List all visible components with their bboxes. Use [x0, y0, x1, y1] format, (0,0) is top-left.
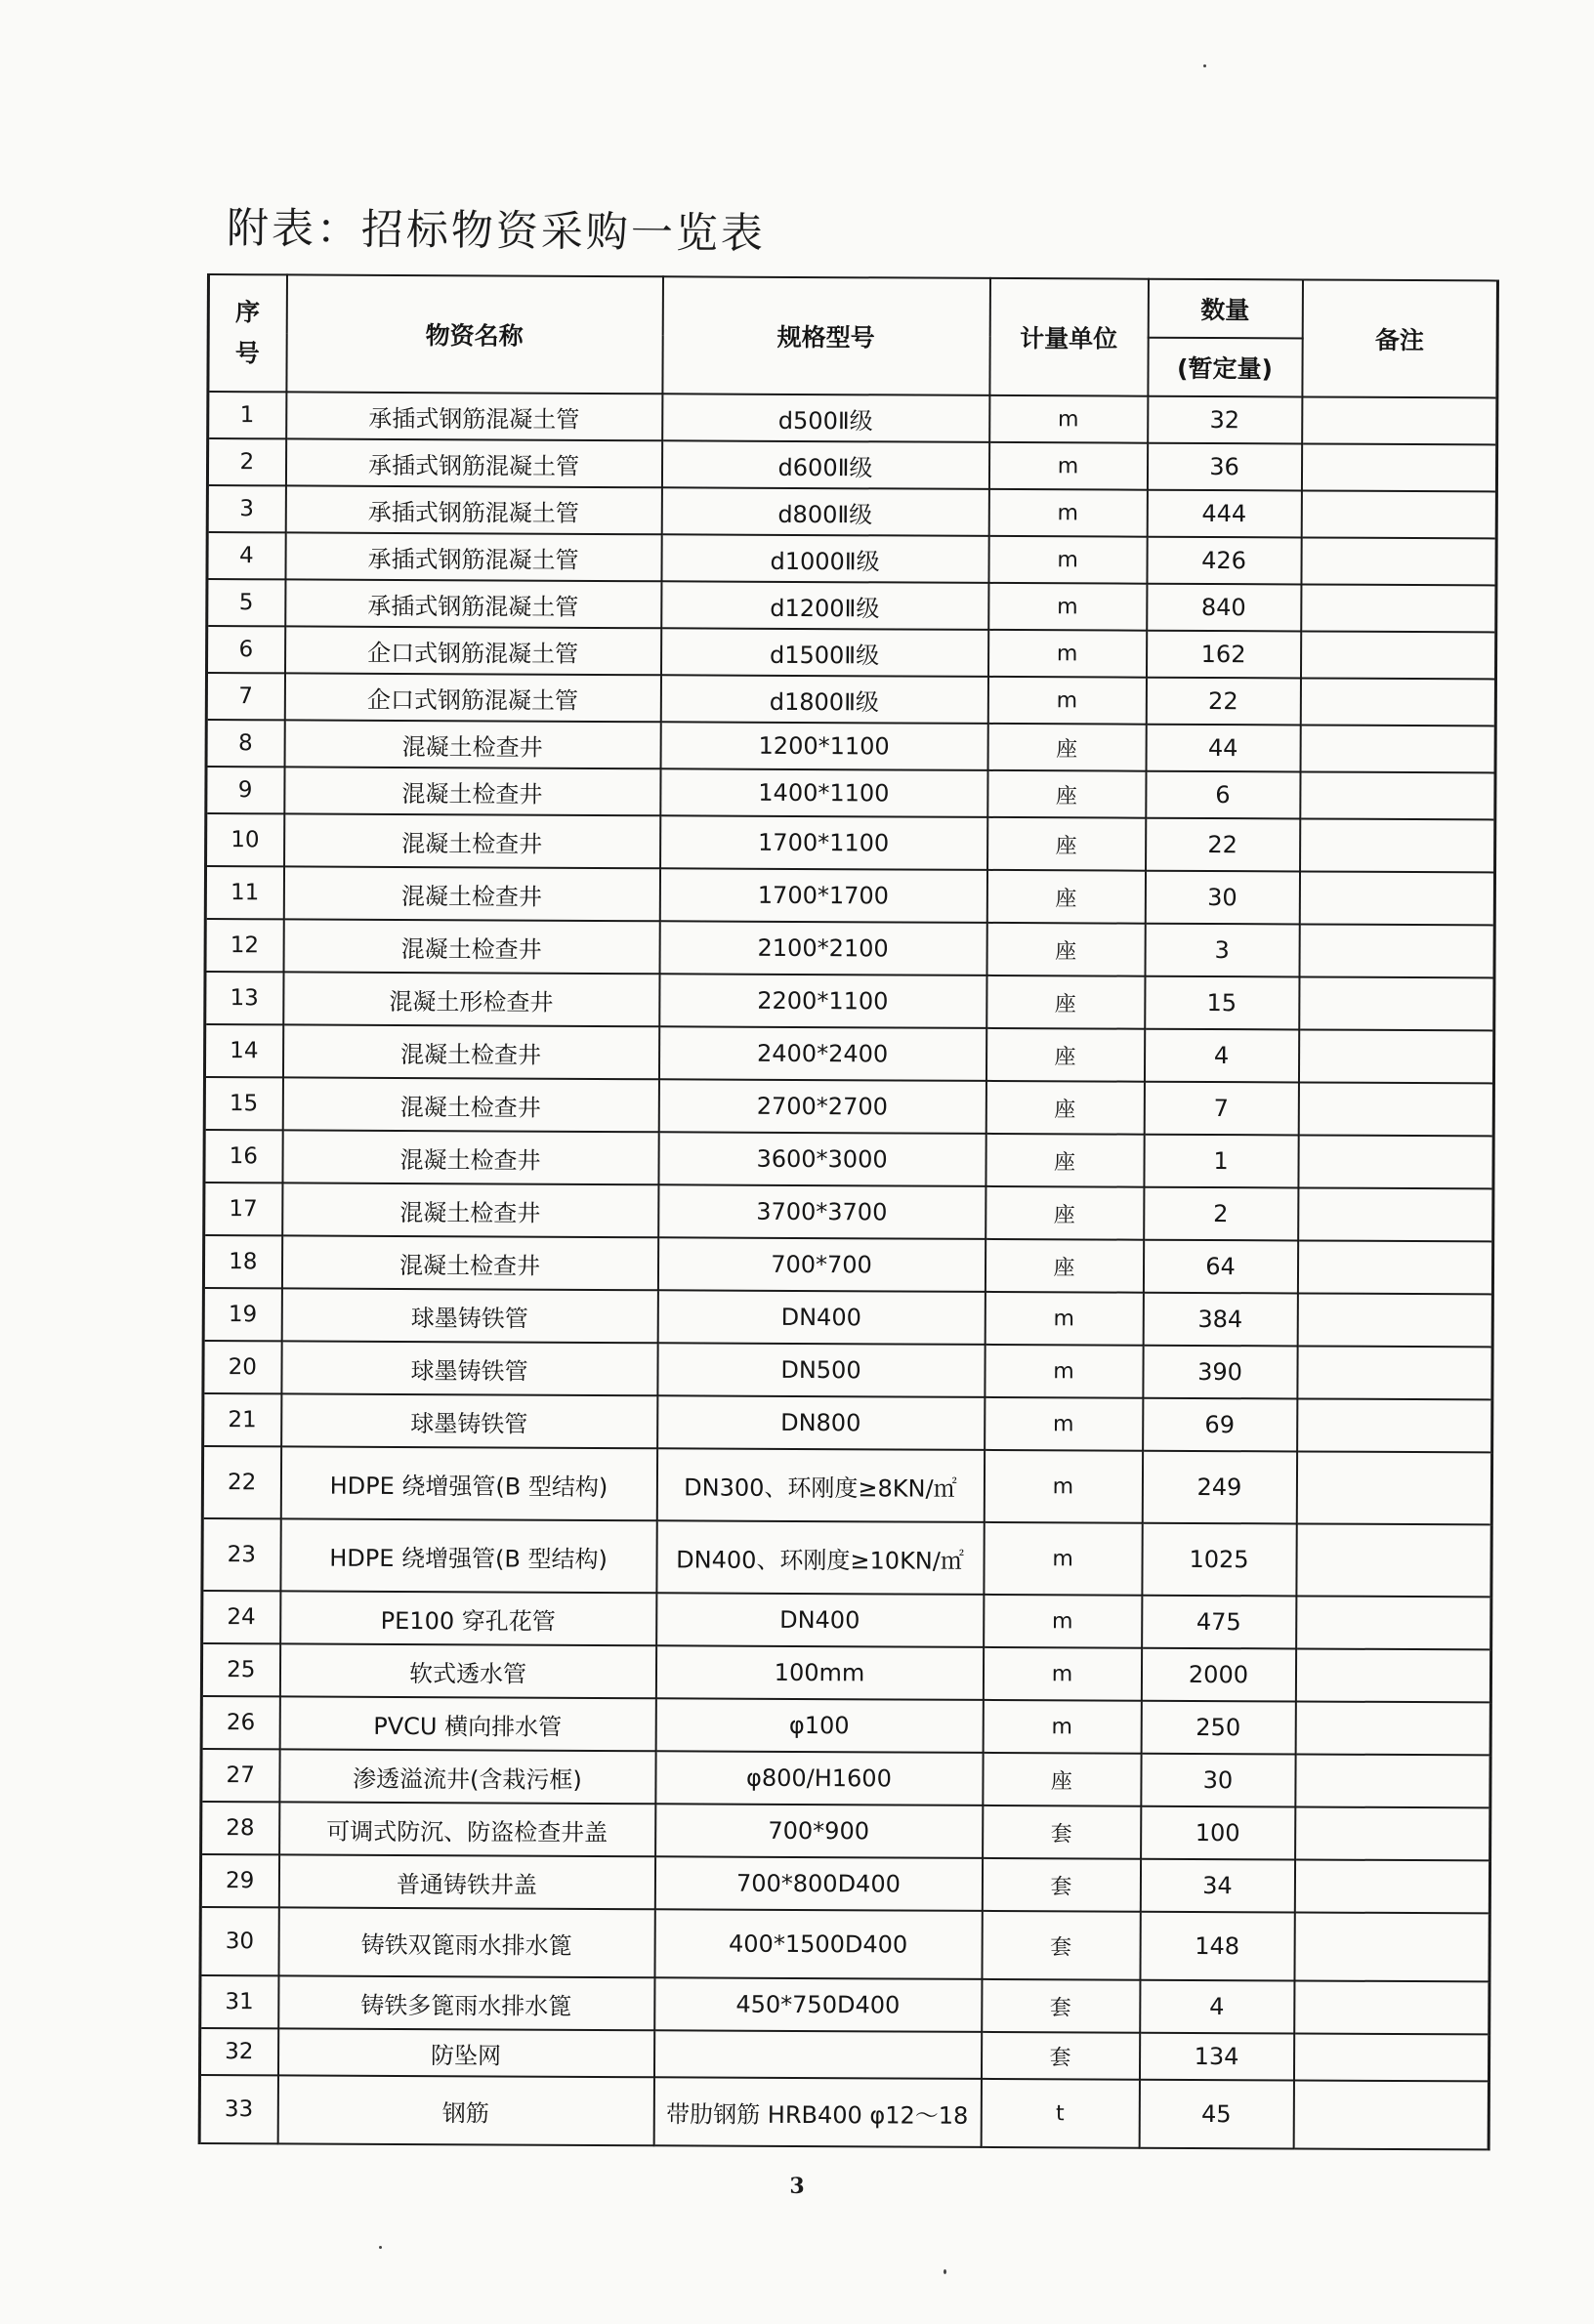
header-note: 备注 — [1302, 279, 1498, 397]
quantity-cell: 1 — [1144, 1135, 1298, 1188]
quantity-cell: 15 — [1145, 976, 1299, 1030]
seq-cell: 29 — [200, 1854, 278, 1907]
materials-table-container — [198, 273, 1496, 2150]
header-unit: 计量单位 — [989, 278, 1149, 396]
note-cell — [1297, 1398, 1492, 1452]
note-cell — [1296, 1523, 1491, 1597]
table-row — [204, 1077, 1493, 1136]
spec-cell: d600Ⅱ级 — [661, 440, 988, 489]
spec-cell: φ800/H1600 — [655, 1751, 983, 1805]
quantity-cell: 34 — [1140, 1859, 1294, 1913]
material-name-cell: 混凝土检查井 — [283, 919, 659, 974]
material-name-cell: 混凝土检查井 — [284, 813, 660, 868]
material-name-cell: 混凝土检查井 — [284, 767, 660, 815]
note-cell — [1297, 1293, 1492, 1347]
note-cell — [1295, 1648, 1490, 1702]
material-name-cell: 混凝土检查井 — [283, 866, 659, 921]
note-cell — [1294, 1980, 1489, 2034]
spec-cell — [653, 2030, 981, 2079]
unit-cell: m — [984, 1522, 1142, 1596]
unit-cell: m — [984, 1595, 1142, 1648]
quantity-cell: 30 — [1141, 1754, 1295, 1807]
note-cell — [1297, 1240, 1492, 1294]
seq-cell: 18 — [203, 1235, 281, 1288]
spec-cell: 1700*1100 — [660, 815, 987, 870]
spec-cell: 2100*2100 — [659, 921, 986, 975]
seq-cell: 8 — [206, 720, 284, 767]
unit-cell: m — [987, 630, 1146, 678]
seq-cell: 15 — [204, 1077, 282, 1130]
quantity-cell: 390 — [1143, 1346, 1297, 1399]
seq-cell: 24 — [202, 1591, 280, 1643]
table-row — [206, 720, 1495, 772]
table-row — [206, 767, 1495, 819]
unit-cell: m — [983, 1647, 1141, 1701]
unit-cell: 座 — [986, 1186, 1144, 1240]
seq-cell: 20 — [203, 1341, 281, 1393]
material-name-cell: 渗透溢流井(含栽污框) — [279, 1749, 655, 1804]
material-name-cell: 混凝土检查井 — [282, 1183, 658, 1237]
note-cell — [1300, 818, 1495, 872]
quantity-cell: 7 — [1144, 1082, 1298, 1136]
scan-speck — [1203, 64, 1206, 67]
note-cell — [1296, 1451, 1491, 1524]
unit-cell: 座 — [986, 870, 1145, 924]
seq-cell: 16 — [204, 1130, 282, 1183]
spec-cell: d800Ⅱ级 — [661, 487, 988, 536]
spec-cell: 2200*1100 — [659, 974, 986, 1028]
quantity-cell: 36 — [1147, 443, 1301, 491]
note-cell — [1298, 1187, 1493, 1241]
material-name-cell: 铸铁多篦雨水排水篦 — [278, 1975, 654, 2030]
unit-cell: 套 — [983, 1805, 1141, 1859]
quantity-cell: 4 — [1140, 1980, 1294, 2034]
note-cell — [1300, 725, 1495, 772]
spec-cell: 3600*3000 — [658, 1132, 986, 1186]
note-cell — [1297, 1346, 1492, 1399]
quantity-cell: 100 — [1141, 1806, 1295, 1860]
table-row — [199, 2075, 1489, 2149]
table-row — [200, 1907, 1489, 1981]
unit-cell: m — [985, 1292, 1143, 1346]
spec-cell: 1700*1700 — [659, 868, 986, 923]
header-seq-line1: 序 — [234, 298, 261, 327]
quantity-cell: 250 — [1141, 1701, 1295, 1755]
note-cell — [1301, 537, 1496, 585]
table-row — [207, 626, 1496, 679]
header-qty-provisional: (暂定量) — [1148, 338, 1302, 397]
quantity-cell: 426 — [1147, 537, 1301, 585]
spec-cell: DN500 — [657, 1343, 985, 1397]
material-name-cell: 承插式钢筋混凝土管 — [285, 579, 661, 628]
table-row — [205, 866, 1494, 925]
table-row — [207, 485, 1496, 538]
quantity-cell: 30 — [1145, 871, 1299, 925]
table-row — [204, 1024, 1493, 1083]
material-name-cell: 混凝土检查井 — [282, 1130, 658, 1184]
unit-cell: m — [988, 536, 1147, 584]
note-cell — [1293, 2080, 1489, 2149]
spec-cell: 700*800D400 — [654, 1856, 982, 1911]
spec-cell: φ100 — [655, 1698, 983, 1753]
unit-cell: 座 — [987, 817, 1146, 871]
note-cell — [1300, 631, 1495, 679]
material-name-cell: 球墨铸铁管 — [281, 1288, 657, 1343]
seq-cell: 5 — [207, 579, 285, 626]
seq-cell: 27 — [201, 1749, 279, 1802]
material-name-cell: 可调式防沉、防盗检查井盖 — [279, 1802, 655, 1856]
spec-cell: d1000Ⅱ级 — [661, 534, 988, 583]
spec-cell: 2400*2400 — [658, 1026, 986, 1081]
note-cell — [1295, 1754, 1490, 1807]
seq-cell: 4 — [207, 532, 285, 579]
scan-speck — [944, 2269, 946, 2274]
unit-cell: 套 — [981, 2032, 1139, 2080]
seq-cell: 14 — [204, 1024, 282, 1077]
table-header — [208, 274, 1498, 397]
spec-cell: d1800Ⅱ级 — [660, 675, 987, 724]
note-cell — [1299, 924, 1494, 977]
spec-cell: DN400 — [657, 1290, 985, 1345]
unit-cell: m — [985, 1397, 1143, 1451]
seq-cell: 33 — [199, 2075, 277, 2143]
spec-cell: 2700*2700 — [658, 1079, 986, 1134]
table-row — [202, 1446, 1491, 1524]
material-name-cell: HDPE 绕增强管(B 型结构) — [280, 1446, 656, 1520]
table-row — [201, 1749, 1490, 1807]
table-row — [207, 532, 1496, 585]
seq-cell: 30 — [200, 1907, 278, 1975]
spec-cell: d1500Ⅱ级 — [660, 628, 987, 677]
seq-cell: 28 — [201, 1802, 279, 1854]
quantity-cell: 475 — [1142, 1596, 1296, 1649]
quantity-cell: 148 — [1140, 1912, 1294, 1981]
material-name-cell: 承插式钢筋混凝土管 — [285, 485, 661, 534]
table-row — [204, 1130, 1493, 1188]
material-name-cell: 普通铸铁井盖 — [278, 1854, 654, 1909]
seq-cell: 26 — [201, 1696, 279, 1749]
seq-cell: 25 — [201, 1643, 279, 1696]
unit-cell: m — [988, 442, 1147, 490]
materials-table — [198, 273, 1499, 2150]
seq-cell: 1 — [208, 392, 286, 438]
spec-cell: 100mm — [655, 1645, 983, 1700]
material-name-cell: PE100 穿孔花管 — [280, 1591, 656, 1645]
unit-cell: 座 — [986, 1081, 1144, 1135]
unit-cell: m — [988, 583, 1147, 631]
spec-cell: 3700*3700 — [658, 1184, 986, 1239]
unit-cell: 座 — [986, 1028, 1144, 1082]
spec-cell: d1200Ⅱ级 — [661, 581, 988, 630]
unit-cell: 座 — [983, 1753, 1141, 1806]
note-cell — [1299, 976, 1494, 1030]
material-name-cell: 混凝土检查井 — [284, 720, 660, 768]
unit-cell: 套 — [982, 1858, 1140, 1912]
quantity-cell: 44 — [1146, 725, 1300, 772]
material-name-cell: PVCU 横向排水管 — [279, 1696, 655, 1751]
quantity-cell: 840 — [1147, 584, 1301, 632]
note-cell — [1300, 771, 1495, 819]
unit-cell: m — [989, 395, 1148, 443]
quantity-cell: 6 — [1146, 771, 1300, 819]
quantity-cell: 3 — [1145, 924, 1299, 977]
unit-cell: 座 — [986, 975, 1145, 1029]
material-name-cell: 铸铁双篦雨水排水篦 — [278, 1907, 654, 1977]
spec-cell: DN400、环刚度≥10KN/㎡ — [656, 1520, 984, 1595]
material-name-cell: HDPE 绕增强管(B 型结构) — [280, 1518, 656, 1593]
table-row — [202, 1518, 1491, 1597]
material-name-cell: 企口式钢筋混凝土管 — [284, 673, 660, 722]
seq-cell: 6 — [207, 626, 285, 673]
material-name-cell: 企口式钢筋混凝土管 — [285, 626, 661, 675]
table-row — [203, 1235, 1492, 1294]
table-row — [207, 579, 1496, 632]
table-row — [204, 1183, 1493, 1241]
spec-cell: DN300、环刚度≥8KN/㎡ — [656, 1448, 984, 1522]
seq-cell: 7 — [206, 673, 284, 720]
unit-cell: 套 — [982, 1979, 1140, 2033]
unit-cell: 座 — [986, 923, 1145, 976]
unit-cell: m — [984, 1450, 1142, 1523]
quantity-cell: 64 — [1143, 1240, 1297, 1294]
table-row — [208, 392, 1497, 444]
note-cell — [1295, 1806, 1490, 1860]
material-name-cell: 混凝土检查井 — [282, 1077, 658, 1132]
table-row — [202, 1591, 1491, 1649]
header-qty: 数量 — [1148, 279, 1302, 339]
seq-cell: 17 — [204, 1183, 282, 1235]
table-row — [203, 1288, 1492, 1347]
note-cell — [1301, 490, 1496, 538]
table-row — [201, 1643, 1490, 1702]
note-cell — [1301, 443, 1496, 491]
quantity-cell: 69 — [1143, 1398, 1297, 1452]
unit-cell: 套 — [982, 1911, 1140, 1980]
header-name: 物资名称 — [286, 274, 663, 394]
unit-cell: 座 — [987, 724, 1146, 771]
seq-cell: 9 — [206, 767, 284, 813]
quantity-cell: 32 — [1148, 396, 1302, 444]
unit-cell: 座 — [986, 1134, 1144, 1187]
material-name-cell: 软式透水管 — [279, 1643, 655, 1698]
note-cell — [1295, 1701, 1490, 1755]
seq-cell: 23 — [202, 1518, 280, 1591]
material-name-cell: 混凝土形检查井 — [283, 972, 659, 1026]
page-number: 3 — [789, 2174, 805, 2199]
table-row — [201, 1802, 1490, 1860]
material-name-cell: 球墨铸铁管 — [281, 1393, 657, 1448]
table-row — [203, 1393, 1492, 1452]
spec-cell: 700*900 — [655, 1804, 983, 1858]
header-seq — [208, 274, 287, 392]
note-cell — [1298, 1135, 1493, 1188]
seq-cell: 19 — [203, 1288, 281, 1341]
note-cell — [1302, 396, 1497, 444]
seq-cell: 10 — [206, 813, 284, 866]
note-cell — [1301, 584, 1496, 632]
quantity-cell: 249 — [1142, 1451, 1296, 1524]
unit-cell: m — [983, 1700, 1141, 1754]
note-cell — [1298, 1029, 1493, 1083]
page-title: 附表：招标物资采购一览表 — [226, 204, 767, 259]
table-row — [201, 1696, 1490, 1755]
table-row — [207, 438, 1496, 491]
header-spec: 规格型号 — [662, 276, 990, 395]
material-name-cell: 钢筋 — [277, 2075, 653, 2145]
quantity-cell: 4 — [1144, 1029, 1298, 1083]
quantity-cell: 444 — [1147, 490, 1301, 538]
spec-cell: 带肋钢筋 HRB400 φ12～18 — [653, 2077, 981, 2147]
quantity-cell: 162 — [1146, 631, 1300, 679]
table-row — [206, 813, 1495, 872]
unit-cell: 座 — [985, 1239, 1143, 1293]
table-row — [205, 972, 1494, 1030]
note-cell — [1299, 871, 1494, 925]
table-row — [205, 919, 1494, 977]
material-name-cell: 球墨铸铁管 — [281, 1341, 657, 1395]
spec-cell: 1200*1100 — [660, 722, 987, 770]
material-name-cell: 承插式钢筋混凝土管 — [286, 392, 662, 440]
table-row — [199, 2028, 1489, 2081]
unit-cell: m — [988, 489, 1147, 537]
unit-cell: m — [985, 1345, 1143, 1398]
quantity-cell: 134 — [1139, 2033, 1293, 2081]
quantity-cell: 22 — [1146, 818, 1300, 872]
quantity-cell: 384 — [1143, 1293, 1297, 1347]
table-row — [203, 1341, 1492, 1399]
unit-cell: m — [987, 677, 1146, 725]
unit-cell: t — [981, 2079, 1139, 2148]
table-row — [200, 1854, 1489, 1913]
material-name-cell: 承插式钢筋混凝土管 — [285, 438, 661, 487]
note-cell — [1294, 1912, 1489, 1981]
note-cell — [1300, 678, 1495, 726]
seq-cell: 12 — [205, 919, 283, 972]
seq-cell: 32 — [199, 2028, 277, 2075]
material-name-cell: 混凝土检查井 — [281, 1235, 657, 1290]
note-cell — [1294, 1859, 1489, 1913]
spec-cell: d500Ⅱ级 — [662, 394, 989, 442]
seq-cell: 3 — [207, 485, 285, 532]
table-row — [200, 1975, 1489, 2034]
seq-cell: 22 — [202, 1446, 280, 1518]
spec-cell: 450*750D400 — [654, 1977, 982, 2032]
note-cell — [1296, 1596, 1491, 1649]
header-seq-line2: 号 — [234, 339, 260, 368]
note-cell — [1298, 1082, 1493, 1136]
seq-cell: 31 — [200, 1975, 278, 2028]
unit-cell: 座 — [987, 770, 1146, 818]
quantity-cell: 2000 — [1141, 1648, 1295, 1702]
material-name-cell: 承插式钢筋混凝土管 — [285, 532, 661, 581]
quantity-cell: 22 — [1146, 678, 1300, 726]
quantity-cell: 45 — [1139, 2080, 1293, 2149]
material-name-cell: 防坠网 — [277, 2028, 653, 2077]
spec-cell: DN800 — [657, 1395, 985, 1450]
seq-cell: 2 — [207, 438, 285, 485]
spec-cell: 400*1500D400 — [654, 1909, 982, 1979]
seq-cell: 21 — [203, 1393, 281, 1446]
seq-cell: 11 — [205, 866, 283, 919]
material-name-cell: 混凝土检查井 — [282, 1024, 658, 1079]
table-row — [206, 673, 1495, 726]
spec-cell: DN400 — [656, 1593, 984, 1647]
spec-cell: 1400*1100 — [660, 768, 987, 817]
table-body — [199, 392, 1497, 2149]
note-cell — [1293, 2033, 1489, 2081]
seq-cell: 13 — [205, 972, 283, 1024]
spec-cell: 700*700 — [657, 1237, 985, 1292]
quantity-cell: 2 — [1144, 1187, 1298, 1241]
quantity-cell: 1025 — [1142, 1523, 1296, 1597]
scan-speck — [379, 2246, 382, 2249]
